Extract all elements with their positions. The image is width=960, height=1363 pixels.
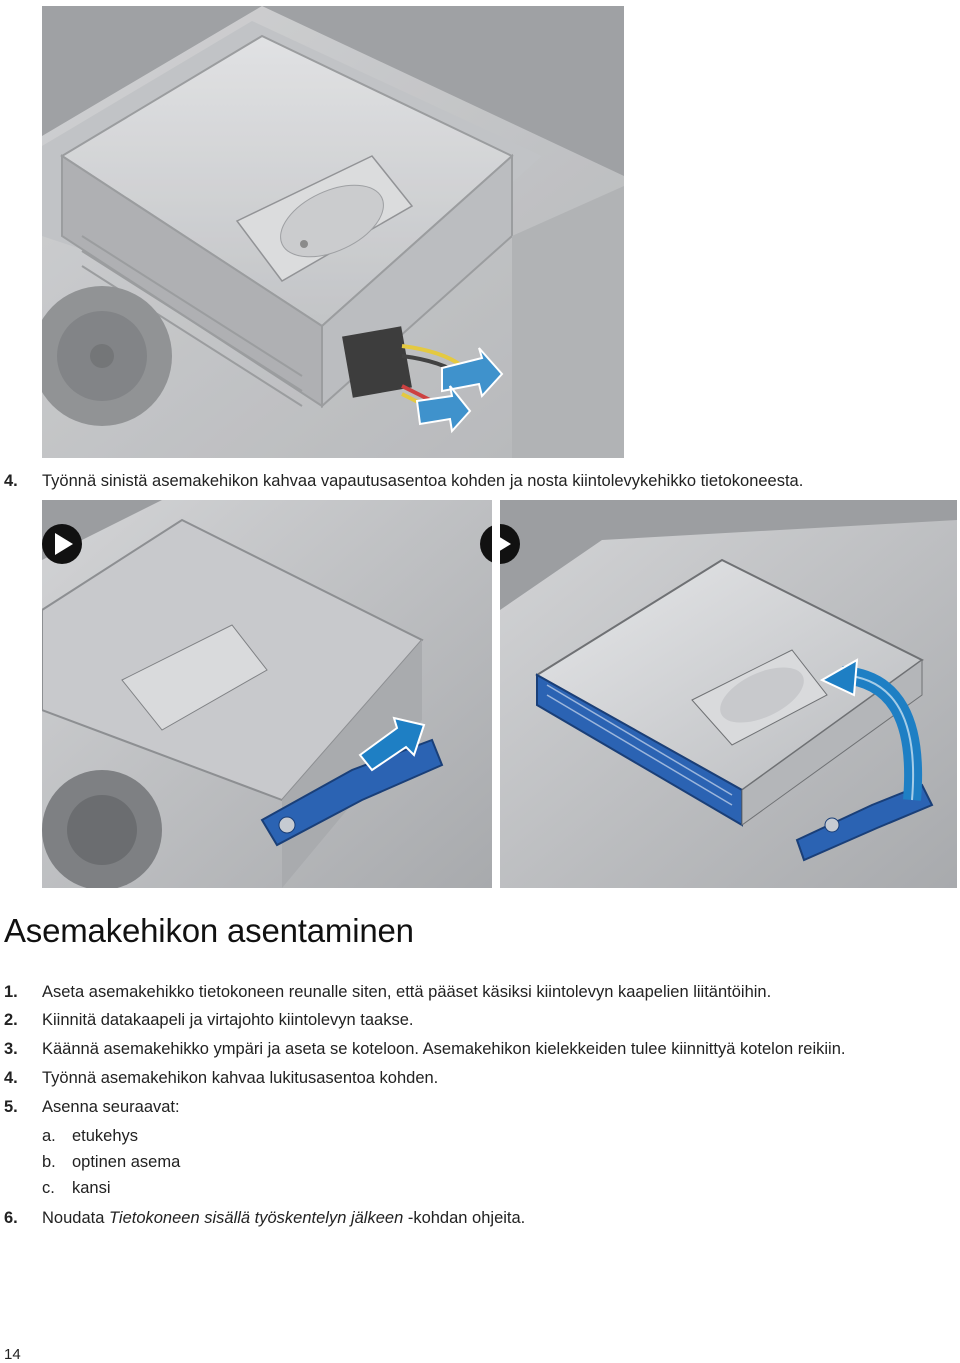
step-text-before: Noudata: [42, 1209, 109, 1227]
step-text: Aseta asemakehikko tietokoneen reunalle siten, että pääset käsiksi kiintolevyn kaapelien liitäntöihin.: [42, 983, 772, 1001]
step-number: 6.: [4, 1209, 18, 1227]
cross-reference-link[interactable]: Tietokoneen sisällä työskentelyn jälkeen: [108, 1209, 404, 1227]
step-number: 4.: [4, 472, 18, 490]
substep-letter: a.: [42, 1127, 56, 1145]
substep-letter: b.: [42, 1153, 56, 1171]
step-text: Käännä asemakehikko ympäri ja aseta se koteloon. Asemakehikon kielekkeiden tulee kiinnittyä kotelon reikiin.: [42, 1040, 846, 1058]
step-number: 5.: [4, 1098, 18, 1116]
page-number: 14: [4, 1346, 21, 1363]
step-text: Työnnä asemakehikon kahvaa lukitusasentoa kohden.: [42, 1069, 439, 1087]
step-text: Työnnä sinistä asemakehikon kahvaa vapautusasentoa kohden ja nosta kiintolevykehikko tietokoneesta.: [42, 472, 804, 490]
step-text: Asenna seuraavat:: [42, 1098, 180, 1116]
play-circle-icon: [480, 524, 520, 564]
step-text-after: -kohdan ohjeita.: [403, 1209, 526, 1227]
play-circle-icon: [42, 524, 82, 564]
substep-letter: c.: [42, 1179, 55, 1197]
section-heading: Asemakehikon asentaminen: [4, 912, 414, 949]
step-number: 4.: [4, 1069, 18, 1087]
step-number: 1.: [4, 983, 18, 1001]
figure-drive-cage-release: [42, 500, 957, 888]
substep-a: [42, 1127, 138, 1146]
figure-drive-cable-disconnect: [42, 6, 624, 458]
step-number: 2.: [4, 1011, 18, 1029]
substep-text: kansi: [72, 1179, 111, 1197]
step-text: [42, 1209, 525, 1228]
substep-b: [42, 1153, 180, 1172]
substep-text: etukehys: [72, 1127, 139, 1145]
substep-text: optinen asema: [72, 1153, 181, 1171]
step-text: Kiinnitä datakaapeli ja virtajohto kiintolevyn taakse.: [42, 1011, 414, 1029]
step-number: 3.: [4, 1040, 18, 1058]
substep-c: [42, 1179, 111, 1198]
